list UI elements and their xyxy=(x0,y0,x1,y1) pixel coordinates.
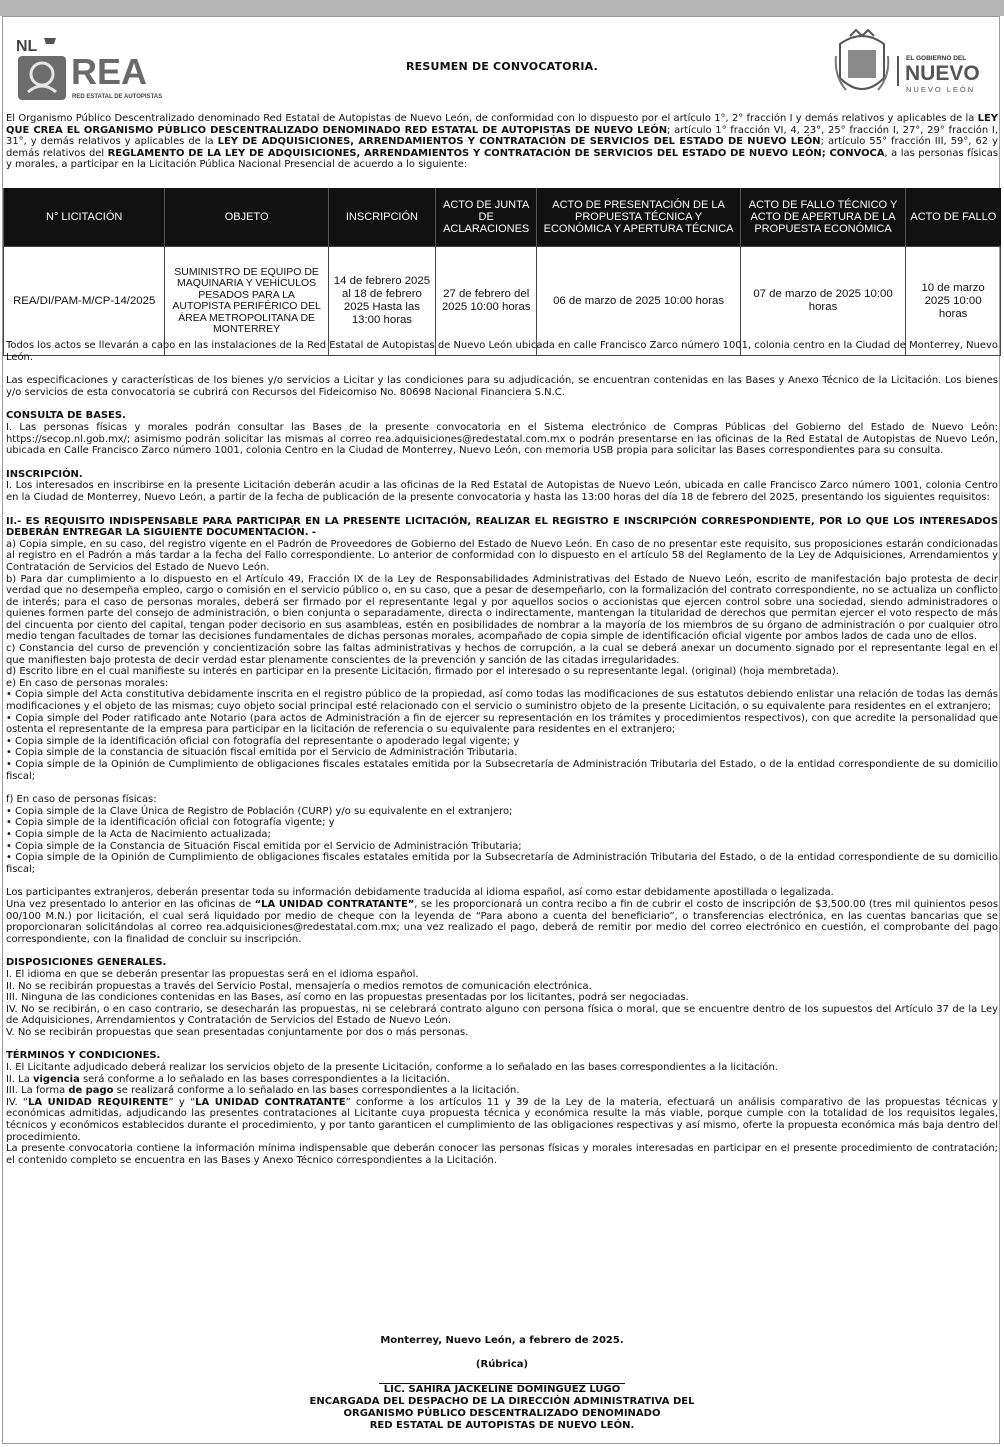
list-item: • Copia simple de la Clave Única de Registro de Población (CURP) y/o su equivalente en el extranjero; xyxy=(6,805,513,817)
cell-inscripcion: 14 de febrero 2025 al 18 de febrero 2025 Hasta las 13:00 horas xyxy=(328,247,435,356)
intro-paragraph: El Organismo Público Descentralizado denominado Red Estatal de Autopistas de Nuevo León, de conformidad con lo dispuesto por el artículo 1°, 2° fracción I y demás relativos y aplicables de la LEY QUE CREA EL ORGANISMO PÚBLICO DESCENTRALIZADO DENOMINADO RED ESTATAL DE AUTOPISTAS DE NUEVO LEÓN; artículo 1° fracción VI, 4, 23°, 25° fracción I, 27°, 29° fracción I, 31°, y demás relativos y aplicables de la LEY DE ADQUISICIONES, ARRENDAMIENTOS Y CONTRATACIÓN DE SERVICIOS DEL ESTADO DE NUEVO LEÓN; artículo 55° fracción III, 59°, 62 y demás relativos del REGLAMENTO DE LA LEY DE ADQUISICIONES, ARRENDAMIENTOS Y CONTRATACIÓN DE SERVICIOS DEL ESTADO DE NUEVO LEÓN; CONVOCA, a las personas físicas y morales, a participar en la Licitación Pública Nacional Presencial de acuerdo a lo siguiente: xyxy=(6,113,998,171)
list-item: • Copia simple de la Opinión de Cumplimiento de obligaciones fiscales estatales emitida por la Subsecretaría de Administración Tributaria del Estado, o de la entidad correspondiente de su domicilio fiscal; xyxy=(6,759,998,782)
cell-junta: 27 de febrero del 2025 10:00 horas xyxy=(436,247,537,356)
paragraph-pago: Una vez presentado lo anterior en las oficinas de “LA UNIDAD CONTRATANTE”, se les proporcionará un contra recibo a fin de cubrir el costo de inscripción de $3,500.00 (tres mil quinientos pesos 00/100 M.N.) por licitación, el cual será liquidado por medio de cheque con la leyenda de “Para abono a cuenta del beneficiario”, o transferencias electrónica, en las cuentas bancarias que se proporcionaran solicitándolas al correo rea.adquisiciones@redestatal.com.mx; una vez realizado el pago, deberá de remitir por medio del correo electrónico en cuestión, el comprobante del pago correspondiente, con la finalidad de concluir su inscripción. xyxy=(6,898,998,945)
th-licitacion: N° LICITACIÓN xyxy=(4,188,165,247)
requisito-d: d) Escrito libre en el cual manifieste su interés en participar en la presente Licitación, firmado por el interesado o su representante legal. (original) (hoja membretada). xyxy=(6,666,839,678)
requisito-a: a) Copia simple, en su caso, del registro vigente en el Padrón de Proveedores de Gobierno del Estado de Nuevo León. En caso de no presentar este requisito, sus proposiciones estarán condicionadas al registro en el Padrón a más tardar a la fecha del Fallo correspondiente. Lo anterior de conformidad con lo dispuesto en el artículo 58 del Reglamento de la Ley de Adquisiciones, Arrendamientos y Contratación de Servicios del Estado de Nuevo León. xyxy=(6,538,998,573)
gov-logo-line2: NUEVO xyxy=(905,62,980,85)
th-fallo: ACTO DE FALLO xyxy=(906,188,1001,247)
requisito-c: c) Constancia del curso de prevención y concientización sobre las faltas administrativas y hechos de corrupción, a la cual se deberá anexar un documento signado por el representante legal en el que manifiesten bajo protesta de decir verdad estar plenamente conscientes de la prevención y sanción de las citadas irregularidades. xyxy=(6,643,998,666)
paragraph-final: La presente convocatoria contiene la información mínima indispensable que deberán conocer las personas físicas y morales interesadas en participar en el presente procedimiento de contratación; el contenido completo se encuentra en las Bases y Anexo Técnico correspondientes a la Licitación. xyxy=(6,1143,998,1166)
signer-role: RED ESTATAL DE AUTOPISTAS DE NUEVO LEÓN. xyxy=(369,1420,635,1431)
list-item: V. No se recibirán propuestas que sean presentadas conjuntamente por dos o más personas. xyxy=(6,1026,469,1038)
rubrica: (Rúbrica) xyxy=(475,1359,529,1370)
licitacion-table xyxy=(3,188,1001,356)
paragraph-extranjeros: Los participantes extranjeros, deberán presentar toda su información debidamente traducida al idioma español, así como estar debidamente apostillada o legalizada. xyxy=(6,887,834,899)
signer-role: ENCARGADA DEL DESPACHO DE LA DIRECCIÓN ADMINISTRATIVA DEL xyxy=(309,1396,695,1407)
cell-objeto: SUMINISTRO DE EQUIPO DE MAQUINARIA Y VEHÍCULOS PESADOS PARA LA AUTOPISTA PERIFÉRICO DEL ÁREA METROPOLITANA DE MONTERREY xyxy=(165,247,328,356)
paragraph-sede: Todos los actos se llevarán a cabo en las instalaciones de la Red Estatal de Autopistas de Nuevo León ubicada en calle Francisco Zarco número 1001, colonia centro en la Ciudad de Monterrey, Nuevo León. xyxy=(6,340,998,363)
coat-of-arms-icon xyxy=(836,30,889,90)
gov-logo-line3: NUEVO LEÓN xyxy=(906,85,976,94)
cell-licitacion: REA/DI/PAM-M/CP-14/2025 xyxy=(4,247,165,356)
th-presentacion: ACTO DE PRESENTACIÓN DE LA PROPUESTA TÉCNICA Y ECONÓMICA Y APERTURA TÉCNICA xyxy=(537,188,741,247)
list-item: • Copia simple de la identificación oficial con fotografía del representante o apoderado legal vigente; y xyxy=(6,735,520,747)
rea-logo-nl: NL xyxy=(16,38,38,55)
section-title-inscripcion: INSCRIPCIÓN. xyxy=(6,468,83,480)
cell-fallo: 10 de marzo 2025 10:00 horas xyxy=(906,247,1001,356)
section-title-disposiciones: DISPOSICIONES GENERALES. xyxy=(6,957,167,969)
list-item: I. El idioma en que se deberán presentar las propuestas será en el idioma español. xyxy=(6,968,419,980)
table-header-row xyxy=(4,188,1001,247)
list-item: • Copia simple de la identificación oficial con fotografía vigente; y xyxy=(6,817,335,829)
header xyxy=(0,22,1004,106)
paragraph-inscripcion: I. Los interesados en inscribirse en la presente Licitación deberán acudir a las oficinas de la Red Estatal de Autopistas de Nuevo León, ubicada en calle Francisco Zarco número 1001, colonia Centro en la Ciudad de Monterrey, Nuevo León, a partir de la fecha de publicación de la presente convocatoria y hasta las 13:00 horas del día 18 de febrero del 2025, presentando los siguientes requisitos: xyxy=(6,480,998,503)
list-item: IV. “LA UNIDAD REQUIRENTE” y “LA UNIDAD CONTRATANTE” conforme a los artículos 11 y 39 de la Ley de la materia, efectuará un análisis comparativo de las propuestas técnicas y económicas admitidas, adjudicando las presentes contrataciones al Licitante cuya propuesta técnica y económica resulte la más viable, porque cumple con la totalidad de los requisitos legales, técnicos y económicos establecidos durante el procedimiento, y por tanto garanticen el cumplimiento de las obligaciones respectivas y así mismo, oferte la propuesta económica más baja dentro del procedimiento. xyxy=(6,1096,999,1143)
list-item: • Copia simple de la Acta de Nacimiento actualizada; xyxy=(6,828,271,840)
top-band xyxy=(0,0,1004,16)
requisito-e: e) En caso de personas morales: xyxy=(6,677,169,689)
requisito-b: b) Para dar cumplimiento a lo dispuesto en el Artículo 49, Fracción IX de la Ley de Responsabilidades Administrativas del Estado de Nuevo León, escrito de manifestación bajo protesta de decir verdad que no desempeña empleo, cargo o comisión en el servicio público o, en su caso, que a pesar de desempeñarlo, con la formalización del contrato correspondiente, no se actualiza un conflicto de interés; para el caso de personas morales, deberá ser firmado por el representante legal y por aquellos socios o accionistas que ejercen control sobre una sociedad, siendo administradores o quienes formen parte del consejo de administración, o bien conjunta o separadamente, directa o indirectamente, mantengan la titularidad de derechos que permitan ejercer el voto respecto de más del cincuenta por ciento del capital, tengan poder decisorio en sus asambleas, estén en posibilidades de nombrar a la mayoría de los miembros de su órgano de administración o por cualquier otro medio tengan facultades de tomar las decisiones fundamentales de dichas personas morales, acompañado de copia simple de identificación oficial vigente por ambos lados de cada uno de ellos. xyxy=(6,573,998,643)
th-junta: ACTO DE JUNTA DE ACLARACIONES xyxy=(436,188,537,247)
section-title-terminos: TÉRMINOS Y CONDICIONES. xyxy=(6,1050,161,1062)
rea-logo-subtitle: RED ESTATAL DE AUTOPISTAS xyxy=(72,94,163,100)
place-date: Monterrey, Nuevo León, a febrero de 2025. xyxy=(380,1335,624,1346)
th-fallo-tecnico: ACTO DE FALLO TÉCNICO Y ACTO DE APERTURA DE LA PROPUESTA ECONÓMICA xyxy=(740,188,905,247)
th-objeto: OBJETO xyxy=(165,188,328,247)
cell-presentacion: 06 de marzo de 2025 10:00 horas xyxy=(537,247,741,356)
list-item: • Copia simple de la constancia de situación fiscal emitida por el Servicio de Administración Tributaria. xyxy=(6,747,518,759)
signer-name: LIC. SAHIRA JACKELINE DOMINGUEZ LUGO xyxy=(383,1384,621,1395)
list-item: II. No se recibirán propuestas a través del Servicio Postal, mensajería o medios remotos de comunicación electrónica. xyxy=(6,980,592,992)
th-inscripcion: INSCRIPCIÓN xyxy=(328,188,435,247)
section-title-consulta: CONSULTA DE BASES. xyxy=(6,410,126,422)
signer-role: ORGANISMO PÚBLICO DESCENTRALIZADO DENOMINADO xyxy=(343,1408,661,1419)
requisito-f: f) En caso de personas físicas: xyxy=(6,794,157,806)
nuevo-leon-logo xyxy=(834,26,998,104)
list-item: • Copia simple del Poder ratificado ante Notario (para actos de Administración a fin de ejercer su representación en los trámites y procedimientos respectivos), con que acredite la personalidad que ostenta el representante de la empresa para participar en la licitación de referencia o su equivalente para residentes en el extranjero; xyxy=(6,712,998,736)
page-title: RESUMEN DE CONVOCATORIA. xyxy=(406,60,598,73)
list-item: III. La forma de pago se realizará conforme a lo señalado en las bases correspondientes a la licitación. xyxy=(6,1085,520,1097)
paragraph-consulta: I. Las personas físicas y morales podrán consultar las Bases de la presente convocatoria en el Sistema electrónico de Compras Públicas del Gobierno del Estado de Nuevo León: https://secop.nl.gob.mx/; asimismo podrán solicitar las mismas al correo rea.adquisiciones@redestatal.com.mx o podrán presentarse en las oficinas de la Red Estatal de Autopistas de Nuevo León, ubicada en Calle Francisco Zarco número 1001, colonia Centro en la Ciudad de Monterrey, Nuevo León, con memoria USB propia para solicitar las Bases correspondientes para su consulta. xyxy=(6,421,998,457)
list-item: • Copia simple del Acta constitutiva debidamente inscrita en el registro público de la propiedad, así como todas las modificaciones de sus estatutos debiendo enlistar una relación de todas las demás modificaciones y el objeto de las mismas; cuyo objeto social principal esté relacionado con el servicio o suministro objeto de la presente Licitación, o su equivalente para residentes en el extranjero; xyxy=(6,689,998,713)
signature-block xyxy=(0,1335,1004,1432)
gov-logo-line1: EL GOBIERNO DEL xyxy=(906,55,967,62)
list-item: • Copia simple de la Opinión de Cumplimiento de obligaciones fiscales estatales emitida por la Subsecretaría de Administración Tributaria del Estado, o de la entidad correspondiente de su domicilio fiscal; xyxy=(6,852,998,875)
list-item: II. La vigencia será conforme a lo señalado en las bases correspondientes a la licitación. xyxy=(6,1073,450,1085)
cell-fallo-tecnico: 07 de marzo de 2025 10:00 horas xyxy=(740,247,905,356)
rea-logo-text: REA xyxy=(71,51,148,92)
paragraph-especificaciones: Las especificaciones y características de los bienes y/o servicios a Licitar y las condiciones para su adjudicación, se encuentran contenidas en las Bases y Anexo Técnico de la Licitación. Los bienes y/o servicios de esta convocatoria se cubrirá con Recursos del Fideicomiso No. 80698 Nacional Financiera S.N.C. xyxy=(6,375,998,398)
body-text xyxy=(6,340,998,1166)
list-item: IV. No se recibirán, o en caso contrario, se desecharán las propuestas, ni se celebrará contrato alguno con persona física o moral, que se encuentre dentro de los supuestos del Artículo 37 de la Ley de Adquisiciones, Arrendamientos y Contratación de Servicios del Estado de Nuevo León. xyxy=(6,1003,998,1027)
list-item: I. El Licitante adjudicado deberá realizar los servicios objeto de la presente Licitación, conforme a lo señalado en las bases correspondientes a la licitación. xyxy=(6,1062,778,1074)
section-title-requisitos: II.- ES REQUISITO INDISPENSABLE PARA PARTICIPAR EN LA PRESENTE LICITACIÓN, REALIZAR EL REGISTRO E INSCRIPCIÓN CORRESPONDIENTE, POR LO QUE LOS INTERESADOS DEBERÁN ENTREGAR LA SIGUIENTE DOCUMENTACIÓN. - xyxy=(6,515,998,539)
list-item: • Copia simple de la Constancia de Situación Fiscal emitida por el Servicio de Administración Tributaria; xyxy=(6,840,522,852)
list-item: III. Ninguna de las condiciones contenidas en las Bases, así como en las propuestas presentadas por los licitantes, podrá ser negociadas. xyxy=(6,992,689,1004)
